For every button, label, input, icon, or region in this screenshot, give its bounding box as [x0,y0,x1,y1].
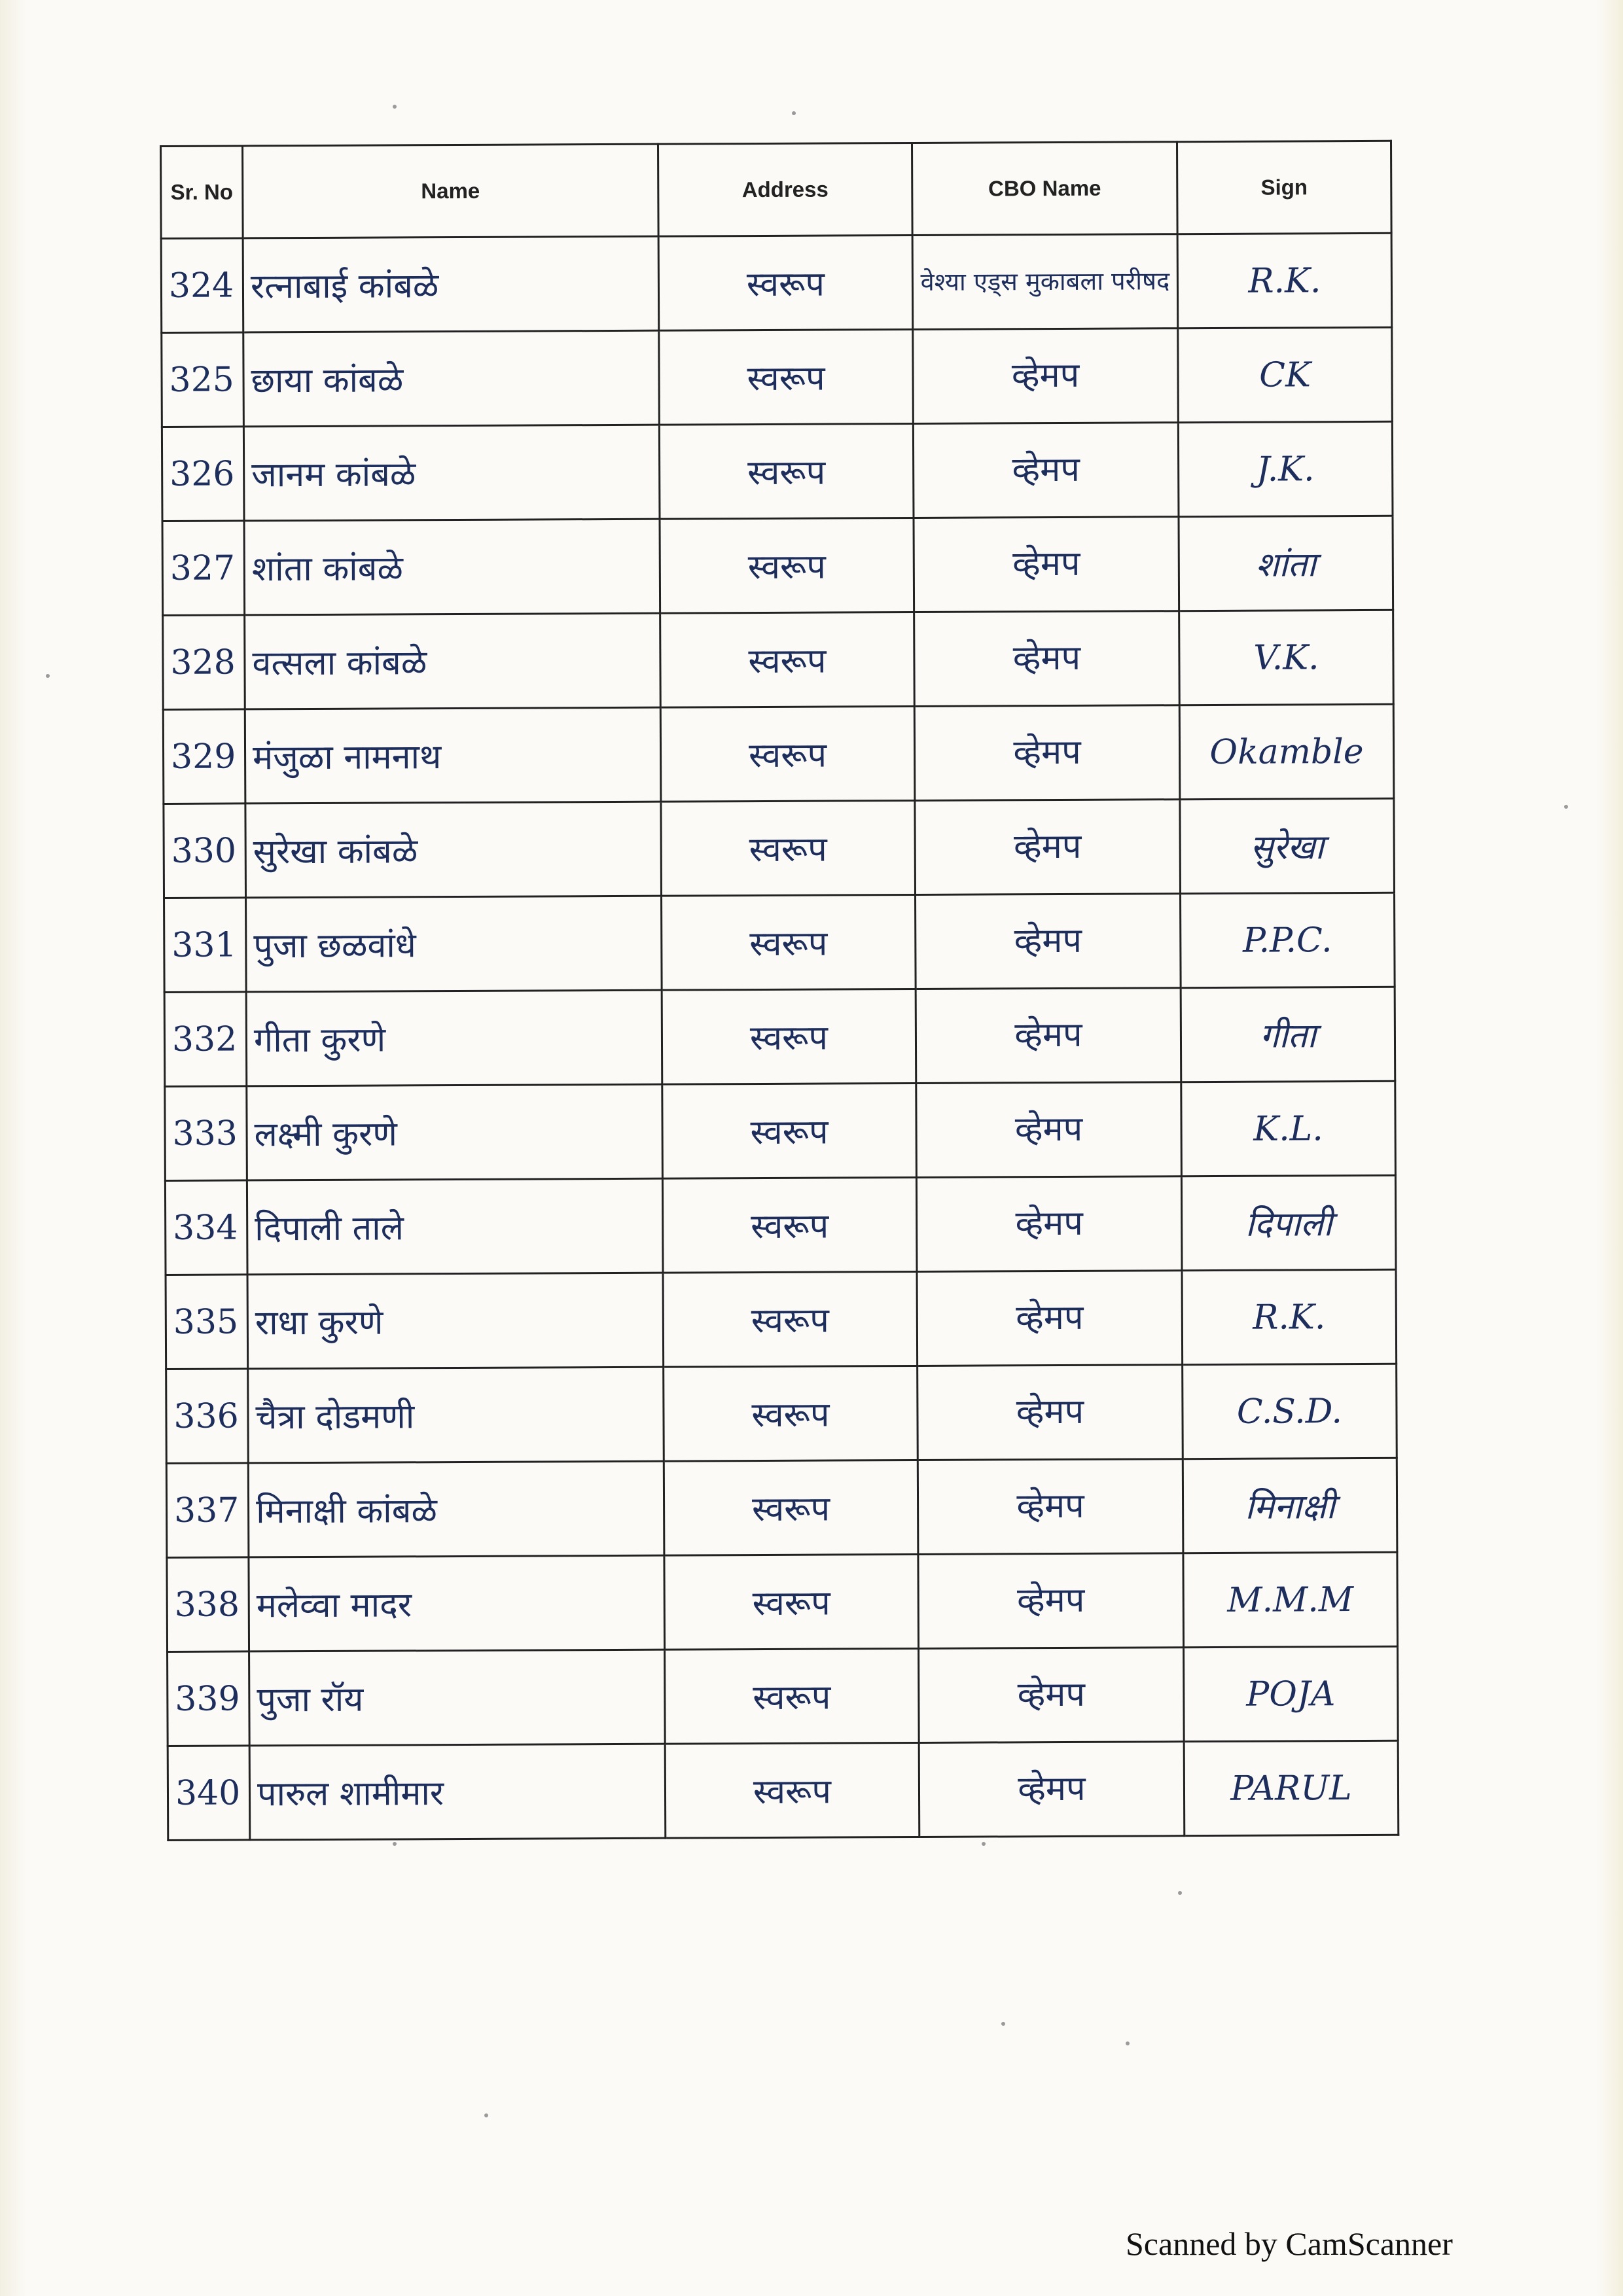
row-sr-no: 337 [166,1463,249,1558]
table-row [164,798,1395,898]
row-sr-no: 325 [162,332,244,427]
row-name: शांता कांबळे [244,519,660,615]
row-name: रत्नाबाई कांबळे [243,236,659,332]
row-signature: R.K. [1177,233,1392,328]
row-sr-no: 326 [162,427,244,521]
header-name: Name [243,144,659,238]
row-cbo-name: व्हेमप [914,611,1180,707]
table-body [161,233,1399,1840]
row-cbo-name: वेश्या एड्स मुकाबला परीषद [912,234,1178,330]
row-cbo-name: व्हेमप [916,894,1181,989]
table-row [161,233,1392,332]
scan-speck [1126,2041,1130,2045]
row-address: स्वरूप [659,423,914,519]
header-sr-no: Sr. No [161,146,243,239]
row-sr-no: 331 [164,898,247,993]
row-sr-no: 333 [165,1086,247,1181]
row-address: स्वरूप [664,1366,918,1461]
row-signature: मिनाक्षी [1183,1458,1397,1553]
table-row [165,1081,1396,1180]
row-cbo-name: व्हेमप [914,517,1179,612]
scan-speck [1001,2022,1005,2026]
row-name: गीता कुरणे [246,990,662,1086]
row-signature: M.M.M [1183,1552,1398,1647]
row-name: छाया कांबळे [243,330,660,427]
table-row [162,421,1393,521]
row-address: स्वरूप [658,235,913,330]
row-cbo-name: व्हेमप [919,1648,1185,1743]
table-row [167,1552,1398,1651]
row-signature: P.P.C. [1181,892,1395,987]
row-cbo-name: व्हेमप [916,988,1181,1084]
table-row [166,1269,1397,1369]
row-cbo-name: व्हेमप [916,1082,1182,1178]
row-signature: R.K. [1182,1269,1397,1364]
row-address: स्वरूप [665,1742,919,1838]
header-cbo-name: CBO Name [912,142,1177,236]
row-sr-no: 324 [161,238,243,333]
header-sign: Sign [1177,141,1391,234]
row-address: स्वरूप [662,1083,917,1178]
row-cbo-name: व्हेमप [913,423,1179,518]
row-cbo-name: व्हेमप [918,1365,1183,1460]
row-sr-no: 339 [168,1651,250,1746]
row-sr-no: 335 [166,1275,248,1369]
table-row [162,327,1393,427]
row-address: स्वरूप [665,1648,919,1744]
table-row [165,1175,1396,1275]
row-address: स्वरूप [661,800,916,896]
table-row [168,1740,1399,1840]
scan-speck [792,111,796,115]
row-name: पुजा रॉय [249,1650,666,1746]
row-signature: J.K. [1178,421,1393,516]
row-signature: सुरेखा [1180,798,1395,893]
row-signature: POJA [1184,1646,1399,1741]
scan-speck [393,1842,397,1846]
row-sr-no: 340 [168,1746,250,1841]
row-sr-no: 327 [162,521,245,616]
row-cbo-name: व्हेमप [917,1271,1183,1366]
row-address: स्वरूप [664,1460,918,1555]
scan-shadow-right [1597,0,1623,2296]
row-cbo-name: व्हेमप [918,1553,1184,1649]
row-address: स्वरूप [663,1271,918,1367]
scan-speck [1564,805,1568,809]
row-sr-no: 330 [164,804,246,898]
row-name: पारुल शामीमार [249,1744,666,1840]
table-row [163,704,1394,804]
row-signature: Okamble [1179,704,1394,799]
table-header-row [161,141,1392,238]
row-name: दिपाली ताले [247,1178,663,1275]
row-signature: PARUL [1184,1740,1399,1835]
scan-speck [982,1842,986,1846]
row-name: वत्सला कांबळे [245,613,661,709]
scan-shadow-left [0,0,26,2296]
row-name: राधा कुरणे [247,1273,664,1369]
table-row [164,987,1395,1086]
header-address: Address [658,143,912,236]
row-signature: V.K. [1179,610,1394,705]
row-cbo-name: व्हेमप [916,1176,1182,1272]
table-row [163,610,1394,709]
row-signature: शांता [1179,516,1393,610]
row-sr-no: 332 [164,992,247,1087]
row-name: लक्ष्मी कुरणे [247,1084,663,1180]
row-sr-no: 336 [166,1369,249,1464]
row-sr-no: 329 [163,709,245,804]
row-sr-no: 338 [167,1557,249,1652]
row-name: मिनाक्षी कांबळे [248,1461,664,1557]
row-address: स्वरूप [662,989,916,1084]
table-row [166,1458,1397,1557]
table-row [164,892,1395,992]
row-cbo-name: व्हेमप [914,705,1180,801]
table-row [166,1364,1397,1463]
row-cbo-name: व्हेमप [918,1459,1183,1555]
scan-speck [393,105,397,109]
row-signature: गीता [1181,987,1395,1082]
row-name: मलेव्वा मादर [249,1555,665,1651]
row-signature: C.S.D. [1183,1364,1397,1458]
row-address: स्वरूप [659,329,914,425]
row-sr-no: 334 [165,1180,247,1275]
row-sr-no: 328 [163,615,245,710]
table-row [162,516,1393,615]
row-name: पुजा छळवांधे [246,896,662,992]
row-address: स्वरूप [660,706,915,802]
attendance-register-table [160,140,1399,1841]
row-address: स्वरूप [660,612,915,707]
row-name: मंजुळा नामनाथ [245,707,661,804]
row-name: चैत्रा दोडमणी [248,1367,664,1463]
table-row [168,1646,1399,1746]
row-address: स्वरूप [660,518,914,613]
row-signature: CK [1178,327,1393,422]
row-name: जानम कांबळे [243,425,660,521]
row-cbo-name: व्हेमप [919,1742,1185,1837]
row-cbo-name: व्हेमप [915,800,1181,895]
scan-speck [484,2113,488,2117]
camscanner-watermark: Scanned by CamScanner [1126,2225,1453,2262]
row-name: सुरेखा कांबळे [245,802,662,898]
row-address: स्वरूप [662,894,916,990]
row-signature: दिपाली [1181,1175,1396,1270]
row-cbo-name: व्हेमप [913,328,1179,424]
scan-speck [46,674,50,678]
row-address: स्वरूप [662,1177,917,1273]
scan-speck [1178,1891,1182,1895]
row-address: स्वरूप [664,1554,919,1650]
row-signature: K.L. [1181,1081,1396,1176]
